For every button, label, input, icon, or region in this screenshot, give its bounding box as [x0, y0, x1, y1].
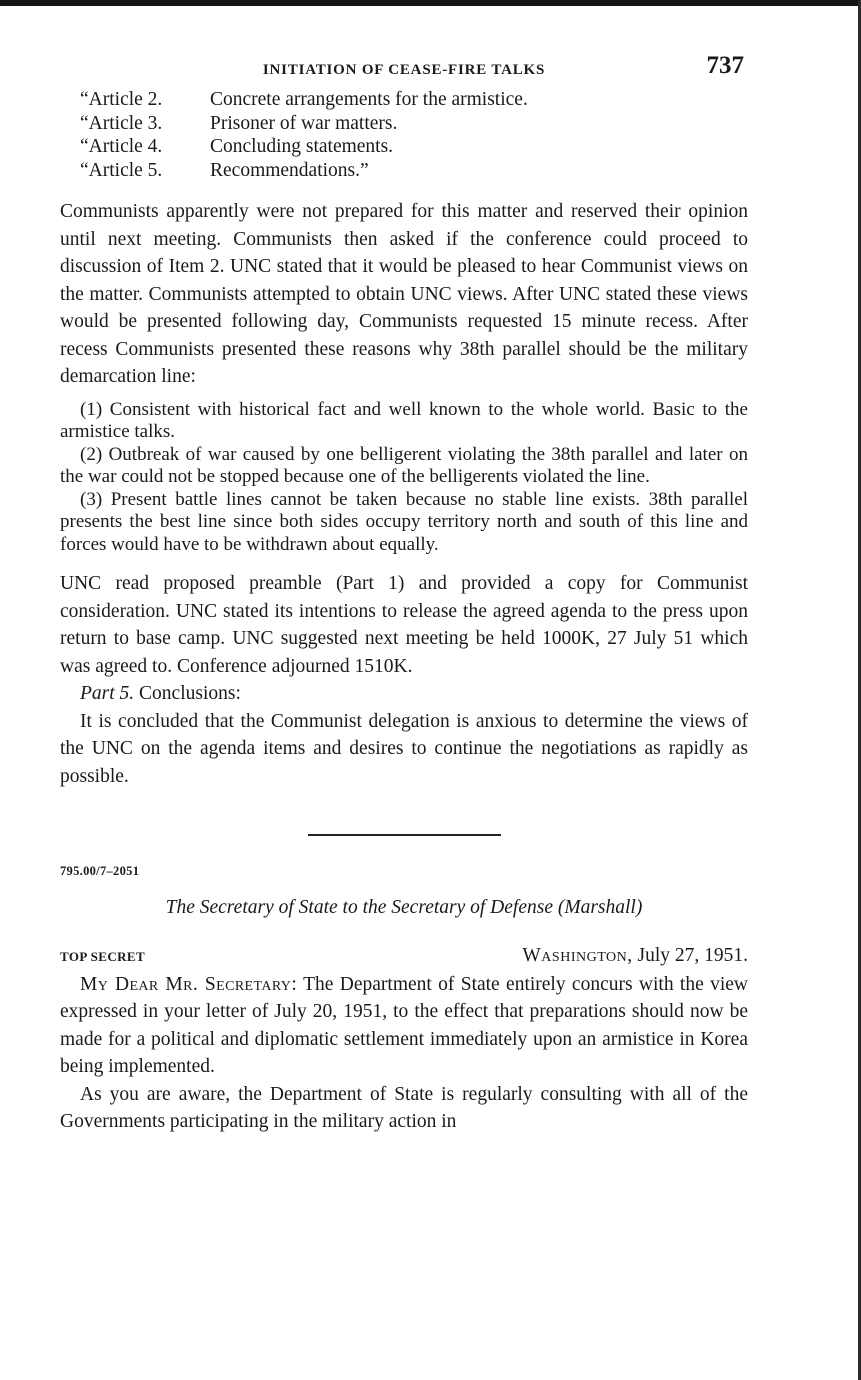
- running-head-title: INITIATION OF CEASE-FIRE TALKS: [262, 62, 546, 78]
- agenda-item-label: “Article 4.: [80, 136, 163, 157]
- unc-preamble-paragraph: UNC read proposed preamble (Part 1) and provided a copy for Communist consideration. UNC stated its intentions to release the agreed agenda to the press upon return to base camp. UNC suggested next meeting be held 1000K, 27 July 51 which was agreed to. Conference adjourned 1510K.: [60, 573, 748, 677]
- page-top-edge: [0, 0, 861, 6]
- letter-paragraph-2: As you are aware, the Department of State is regularly consulting with all of the Governments participating in the military action in: [60, 1083, 748, 1132]
- document-title: The Secretary of State to the Secretary of Defense (Marshall): [165, 896, 643, 918]
- part5-title: Conclusions:: [139, 683, 241, 704]
- document-meta: [60, 945, 748, 967]
- communists-response-paragraph: Communists apparently were not prepared for this matter and reserved their opinion until next meeting. Communists then asked if the conference could proceed to discussion of Item 2. UNC stated that it would be pleased to hear Communist views on the matter. Communists attempted to obtain UNC views. After UNC stated these views would be presented following day, Communists requested 15 minute recess. After recess Communists presented these reasons why 38th parallel should be the military demarcation line:: [60, 201, 748, 387]
- reason-item: (2) Outbreak of war caused by one belligerent violating the 38th parallel and later on the war could not be stopped because one of the belligerents violated the line.: [60, 443, 748, 487]
- agenda-item-label: “Article 3.: [80, 112, 163, 134]
- agenda-item-text: Concrete arrangements for the armistice.: [210, 89, 528, 110]
- document-page: [60, 52, 748, 1136]
- agenda-item-label: “Article 5.: [80, 159, 163, 181]
- reasons-list: [60, 399, 748, 557]
- agenda-item: [80, 88, 748, 112]
- section-divider: [308, 834, 501, 836]
- letter-paragraph-1-text: The Department of State entirely concurs with the view expressed in your letter of July 20, 1951, to the effect that preparations should now be made for a political and diplomatic settlement immediately upon an armistice in Korea being implemented.: [60, 973, 748, 1077]
- dateline: [522, 945, 748, 967]
- agenda-item: [80, 135, 748, 159]
- dateline-place: Washington,: [522, 944, 633, 966]
- agenda-item: [80, 159, 748, 183]
- letter-paragraph-1: [60, 971, 748, 1081]
- conclusion-paragraph: It is concluded that the Communist delegation is anxious to determine the views of the UNC on the agenda items and desires to continue the negotiations as rapidly as possible.: [60, 710, 748, 787]
- agenda-list: [80, 88, 748, 182]
- agenda-item-text: Recommendations.”: [210, 159, 369, 181]
- classification-label: TOP SECRET: [60, 948, 146, 964]
- agenda-item: [80, 112, 748, 136]
- agenda-item-text: Prisoner of war matters.: [210, 112, 398, 134]
- dateline-date: July 27, 1951.: [637, 944, 748, 966]
- page-number: 737: [706, 52, 744, 79]
- reason-item: (1) Consistent with historical fact and well known to the whole world. Basic to the armistice talks.: [60, 398, 748, 442]
- reason-item: (3) Present battle lines cannot be taken because no stable line exists. 38th parallel presents the best line since both sides occupy territory north and south of this line and forces would have to be withdrawn about equally.: [60, 488, 748, 555]
- agenda-item-label: “Article 2.: [80, 89, 163, 110]
- running-head: [60, 52, 748, 88]
- part5-label: Part 5.: [80, 683, 135, 704]
- salutation: My Dear Mr. Secretary:: [80, 973, 298, 995]
- file-number: 795.00/7–2051: [60, 863, 140, 878]
- agenda-item-text: Concluding statements.: [210, 136, 394, 157]
- part5-heading: [60, 680, 748, 708]
